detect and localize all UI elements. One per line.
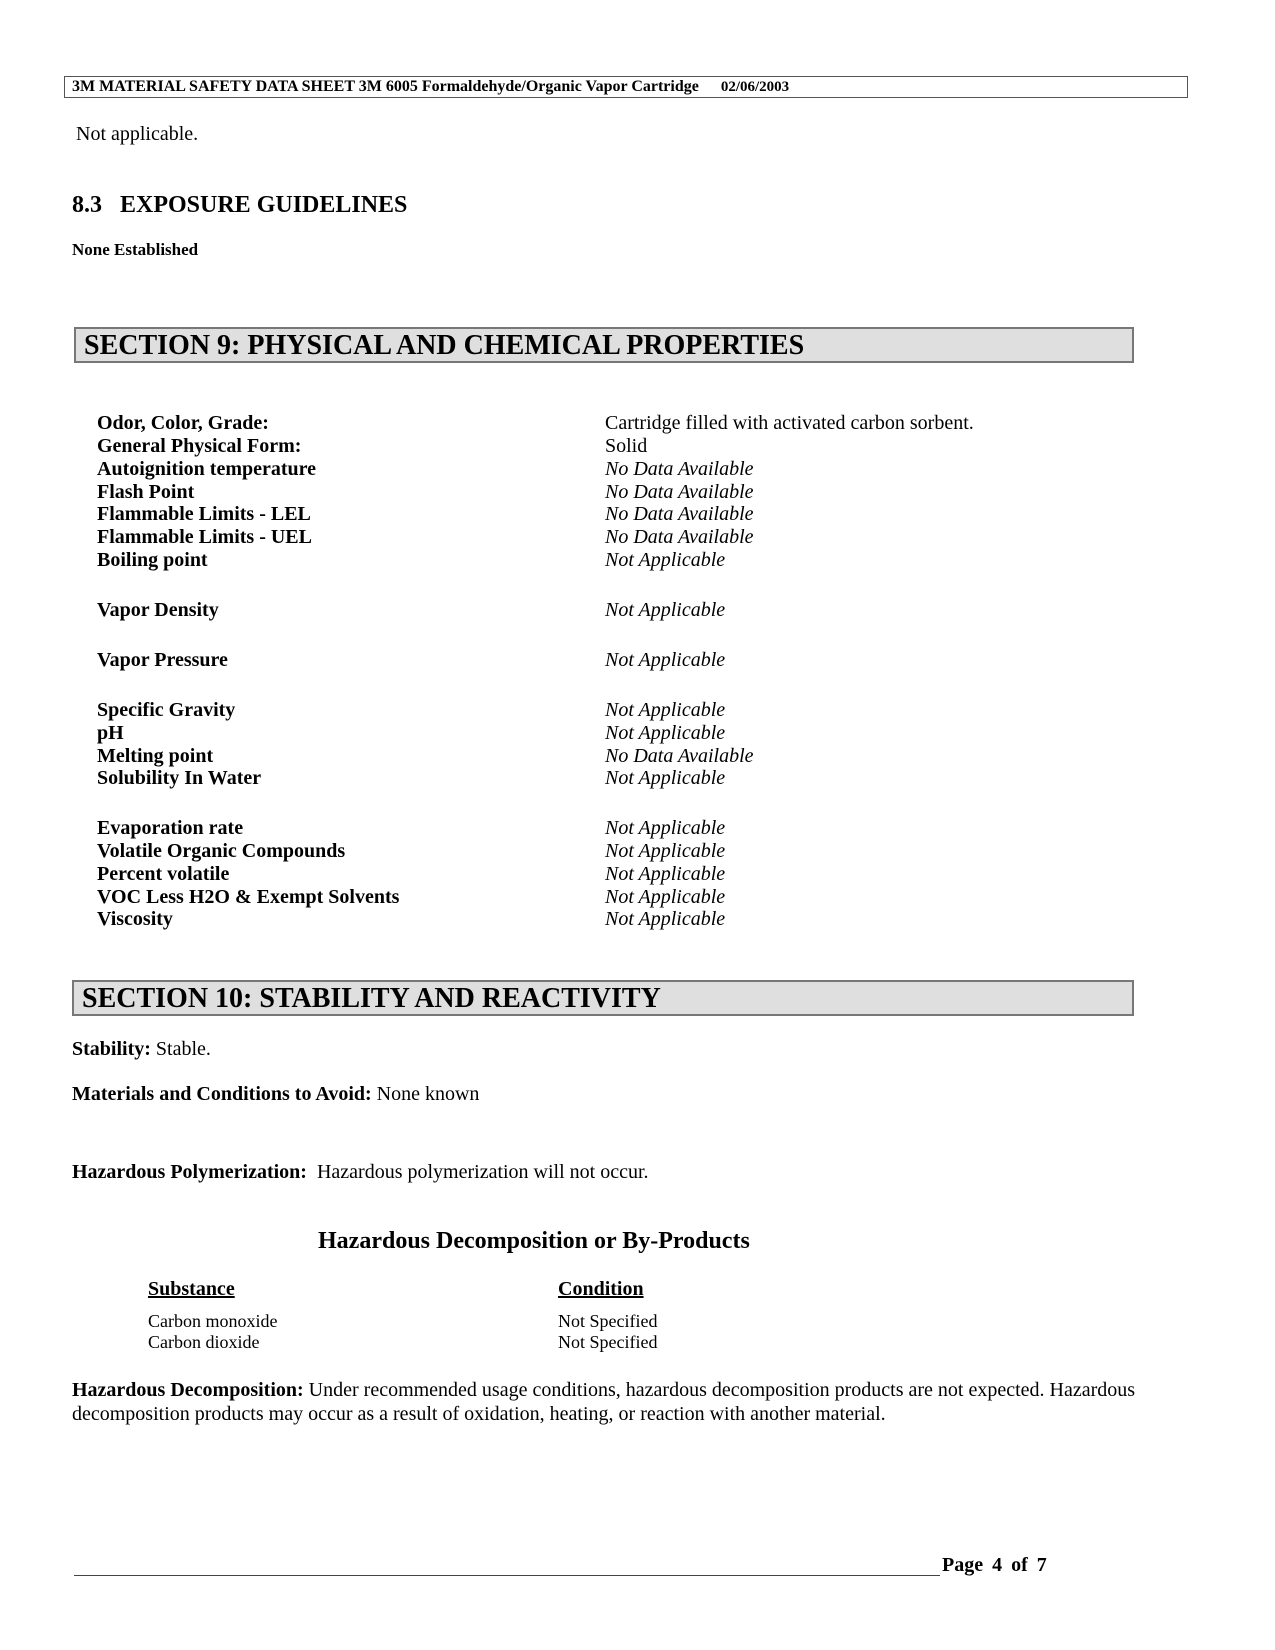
property-label: Viscosity: [97, 908, 173, 930]
property-row: [97, 598, 1097, 622]
polymerization-value: Hazardous polymerization will not occur.: [316, 1161, 649, 1183]
property-label: Percent volatile: [97, 863, 230, 885]
property-label: Volatile Organic Compounds: [97, 840, 346, 862]
polymerization-label: Hazardous Polymerization:: [72, 1161, 307, 1183]
header-title: 3M MATERIAL SAFETY DATA SHEET 3M 6005 Formaldehyde/Organic Vapor Cartridge: [72, 78, 699, 95]
property-value: Not Applicable: [605, 908, 726, 930]
property-value: Not Applicable: [605, 863, 726, 885]
property-row: [97, 721, 1097, 745]
header-date: 02/06/2003: [720, 79, 790, 95]
property-value: Not Applicable: [605, 722, 726, 744]
property-row: [97, 907, 1097, 931]
table-header-substance: Substance: [148, 1278, 235, 1300]
property-row: [97, 698, 1097, 722]
property-value: No Data Available: [605, 458, 754, 480]
property-label: pH: [97, 722, 124, 744]
property-row: [97, 862, 1097, 886]
property-value: No Data Available: [605, 745, 754, 767]
property-label: VOC Less H2O & Exempt Solvents: [97, 886, 400, 908]
materials-line: [72, 1082, 479, 1106]
byproducts-title: Hazardous Decomposition or By-Products: [318, 1228, 750, 1254]
property-value: No Data Available: [605, 481, 754, 503]
stability-line: [72, 1037, 211, 1061]
property-label: Melting point: [97, 745, 214, 767]
stability-value: Stable.: [155, 1038, 211, 1060]
document-header: [64, 76, 1188, 98]
property-row: [97, 839, 1097, 863]
property-value: Not Applicable: [605, 767, 726, 789]
table-cell-condition: Not Specified: [558, 1311, 658, 1331]
property-label: Odor, Color, Grade:: [97, 412, 269, 434]
property-row: [97, 744, 1097, 768]
property-row: [97, 525, 1097, 549]
property-label: Vapor Pressure: [97, 649, 228, 671]
decomposition-paragraph: [72, 1378, 1152, 1426]
property-label: Solubility In Water: [97, 767, 262, 789]
property-label: Autoignition temperature: [97, 458, 317, 480]
property-row: [97, 816, 1097, 840]
property-label: Evaporation rate: [97, 817, 244, 839]
stability-label: Stability:: [72, 1038, 151, 1060]
property-row: [97, 885, 1097, 909]
property-value: Not Applicable: [605, 699, 726, 721]
property-label: Boiling point: [97, 549, 208, 571]
property-value: Not Applicable: [605, 840, 726, 862]
materials-value: None known: [376, 1083, 480, 1105]
decomposition-label: Hazardous Decomposition:: [72, 1379, 304, 1401]
property-row: [97, 548, 1097, 572]
property-row: [97, 502, 1097, 526]
property-row: [97, 480, 1097, 504]
property-row: [97, 457, 1097, 481]
property-value: Not Applicable: [605, 649, 726, 671]
polymerization-line: [72, 1160, 649, 1184]
page-number: Page 4 of 7: [942, 1554, 1047, 1576]
property-row: [97, 766, 1097, 790]
property-value: Not Applicable: [605, 549, 726, 571]
decomposition-value: Under recommended usage conditions, hazardous decomposition products are not expected. Hazardous decomposition products may occur as a result of oxidation, heating, or reaction with another material.: [72, 1379, 1136, 1425]
property-row: [97, 648, 1097, 672]
property-value: Not Applicable: [605, 886, 726, 908]
exposure-text: None Established: [72, 240, 199, 259]
property-value: Not Applicable: [605, 817, 726, 839]
table-header-condition: Condition: [558, 1278, 644, 1300]
property-value: No Data Available: [605, 503, 754, 525]
property-row: [97, 434, 1097, 458]
property-label: Flammable Limits - LEL: [97, 503, 311, 525]
property-row: [97, 411, 1097, 435]
property-label: Vapor Density: [97, 599, 219, 621]
property-value: Cartridge filled with activated carbon sorbent.: [605, 412, 974, 434]
intro-text: Not applicable.: [76, 123, 199, 145]
materials-label: Materials and Conditions to Avoid:: [72, 1083, 372, 1105]
section-9-title: SECTION 9: PHYSICAL AND CHEMICAL PROPERTIES: [74, 327, 1134, 363]
property-value: Not Applicable: [605, 599, 726, 621]
table-cell-substance: Carbon dioxide: [148, 1332, 260, 1352]
table-cell-substance: Carbon monoxide: [148, 1311, 278, 1331]
property-value: Solid: [605, 435, 648, 457]
footer-rule: [74, 1575, 940, 1576]
property-value: No Data Available: [605, 526, 754, 548]
property-label: General Physical Form:: [97, 435, 302, 457]
property-label: Flash Point: [97, 481, 195, 503]
property-label: Flammable Limits - UEL: [97, 526, 312, 548]
table-cell-condition: Not Specified: [558, 1332, 658, 1352]
property-label: Specific Gravity: [97, 699, 236, 721]
exposure-heading: 8.3 EXPOSURE GUIDELINES: [72, 192, 408, 218]
section-10-title: SECTION 10: STABILITY AND REACTIVITY: [72, 980, 1134, 1016]
